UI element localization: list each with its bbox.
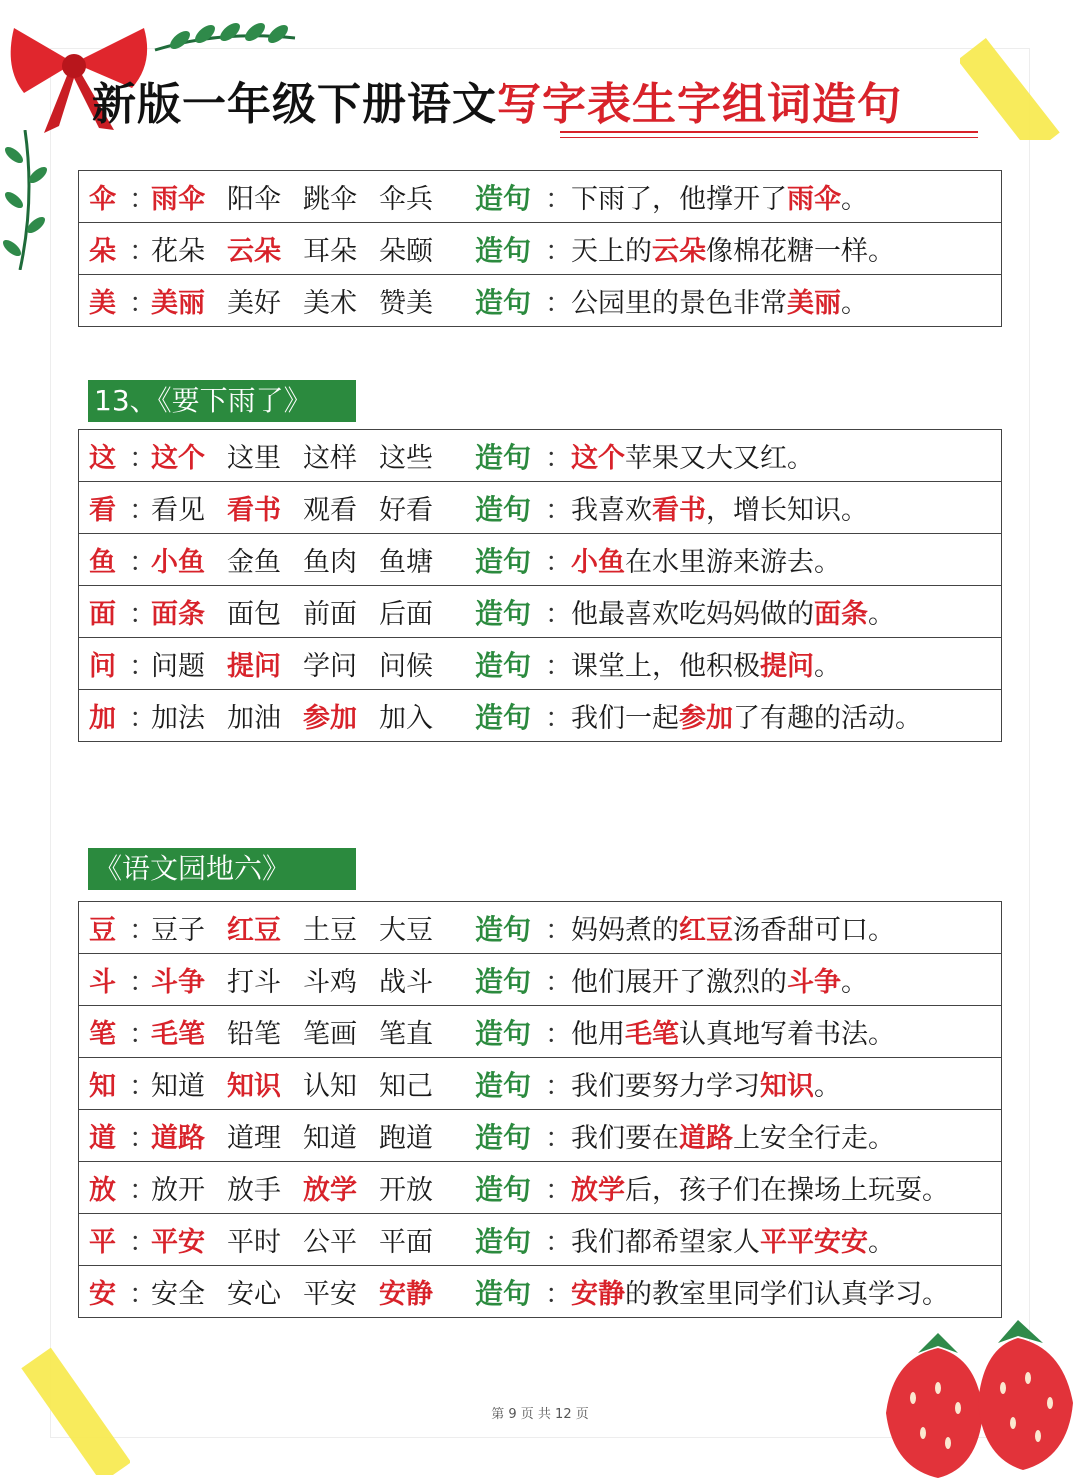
zaoju-label: 造句	[475, 700, 532, 734]
vocab-row	[79, 1266, 1002, 1318]
colon: ：	[545, 1279, 572, 1310]
sentence-highlight: 小鱼	[571, 547, 625, 578]
sentence-text: 。	[841, 288, 868, 319]
vocab-row	[79, 954, 1002, 1006]
colon: ：	[545, 1071, 572, 1102]
colon: ：	[545, 184, 572, 215]
sentence-highlight: 安静	[571, 1279, 625, 1310]
colon: ：	[129, 703, 156, 734]
colon: ：	[129, 547, 156, 578]
sentence-highlight: 放学	[571, 1175, 625, 1206]
page-footer: 第 9 页 共 12 页	[491, 1407, 589, 1422]
colon: ：	[129, 1071, 156, 1102]
example-sentence	[571, 1272, 949, 1311]
zaoju-label: 造句	[475, 1172, 532, 1206]
sentence-highlight: 面条	[814, 599, 868, 630]
sentence-highlight: 道路	[679, 1123, 733, 1154]
vocab-word: 问候	[379, 651, 433, 682]
vocab-word: 跳伞	[303, 184, 357, 215]
colon: ：	[129, 1019, 156, 1050]
vocab-word: 豆子	[151, 915, 205, 946]
title-black-part: 新版一年级下册语文	[92, 79, 497, 130]
example-sentence	[571, 1064, 841, 1103]
vocab-char: 朵	[89, 236, 116, 267]
vocab-cell	[79, 1266, 1002, 1318]
colon: ：	[129, 443, 156, 474]
sentence-text: 我们一起	[571, 703, 679, 734]
colon: ：	[545, 915, 572, 946]
example-sentence	[571, 696, 922, 735]
sentence-highlight: 参加	[679, 703, 733, 734]
vocab-char: 这	[89, 443, 116, 474]
vocab-cell	[79, 902, 1002, 954]
sentence-highlight: 毛笔	[625, 1019, 679, 1050]
example-sentence	[571, 540, 841, 579]
sentence-text: 后，孩子们在操场上玩耍。	[625, 1175, 949, 1206]
sentence-highlight: 这个	[571, 443, 625, 474]
vocab-word: 伞兵	[379, 184, 433, 215]
sentence-highlight: 雨伞	[787, 184, 841, 215]
vocab-cell	[79, 954, 1002, 1006]
example-sentence	[571, 1012, 895, 1051]
vocab-word: 面条	[151, 599, 205, 630]
vocab-word: 安静	[379, 1279, 433, 1310]
vocab-cell	[79, 275, 1002, 327]
colon: ：	[129, 1123, 156, 1154]
colon: ：	[129, 1175, 156, 1206]
example-sentence	[571, 436, 814, 475]
zaoju-label: 造句	[475, 440, 532, 474]
zaoju-label: 造句	[475, 181, 532, 215]
vocab-cell	[79, 1058, 1002, 1110]
colon: ：	[129, 184, 156, 215]
vocab-word: 好看	[379, 495, 433, 526]
vocab-word: 铅笔	[227, 1019, 281, 1050]
holly-branch-icon	[150, 10, 300, 60]
colon: ：	[545, 443, 572, 474]
sentence-text: 他最喜欢吃妈妈做的	[571, 599, 814, 630]
vocab-row	[79, 1110, 1002, 1162]
colon: ：	[545, 288, 572, 319]
vine-leaves-icon	[0, 130, 50, 270]
vocab-char: 问	[89, 651, 116, 682]
sentence-text: 汤香甜可口。	[733, 915, 895, 946]
vocab-char: 豆	[89, 915, 116, 946]
colon: ：	[545, 1123, 572, 1154]
example-sentence	[571, 592, 895, 631]
vocab-word: 看见	[151, 495, 205, 526]
vocab-word: 平时	[227, 1227, 281, 1258]
vocab-char: 斗	[89, 967, 116, 998]
vocab-char: 放	[89, 1175, 116, 1206]
vocab-word: 雨伞	[151, 184, 205, 215]
vocab-word: 斗鸡	[303, 967, 357, 998]
vocab-word: 鱼肉	[303, 547, 357, 578]
sentence-text: 。	[868, 599, 895, 630]
vocab-word: 打斗	[227, 967, 281, 998]
vocab-word: 这些	[379, 443, 433, 474]
vocab-char: 安	[89, 1279, 116, 1310]
vocab-cell	[79, 430, 1002, 482]
example-sentence	[571, 1220, 895, 1259]
colon: ：	[545, 1019, 572, 1050]
title-red-part: 写字表生字组词造句	[497, 79, 902, 130]
title-underline	[560, 131, 978, 138]
vocab-word: 平面	[379, 1227, 433, 1258]
sentence-text: 他们展开了激烈的	[571, 967, 787, 998]
vocab-row	[79, 1058, 1002, 1110]
vocab-word: 知道	[151, 1071, 205, 1102]
vocab-cell	[79, 1110, 1002, 1162]
vocab-word: 鱼塘	[379, 547, 433, 578]
vocab-word: 大豆	[379, 915, 433, 946]
sentence-text: 天上的	[571, 236, 652, 267]
vocab-word: 道路	[151, 1123, 205, 1154]
vocab-char: 知	[89, 1071, 116, 1102]
sentence-text: 他用	[571, 1019, 625, 1050]
vocab-word: 战斗	[379, 967, 433, 998]
vocab-char: 平	[89, 1227, 116, 1258]
vocab-word: 这样	[303, 443, 357, 474]
vocab-table-3	[78, 901, 1002, 1318]
vocab-word: 学问	[303, 651, 357, 682]
vocab-char: 笔	[89, 1019, 116, 1050]
vocab-word: 参加	[303, 703, 357, 734]
vocab-table-2	[78, 429, 1002, 742]
sentence-text: 苹果又大又红。	[625, 443, 814, 474]
vocab-word: 阳伞	[227, 184, 281, 215]
vocab-word: 笔直	[379, 1019, 433, 1050]
vocab-word: 土豆	[303, 915, 357, 946]
vocab-cell	[79, 1214, 1002, 1266]
vocab-word: 知识	[227, 1071, 281, 1102]
sentence-text: 在水里游来游去。	[625, 547, 841, 578]
example-sentence	[571, 488, 868, 527]
colon: ：	[545, 236, 572, 267]
zaoju-label: 造句	[475, 1016, 532, 1050]
vocab-row	[79, 275, 1002, 327]
vocab-word: 云朵	[227, 236, 281, 267]
vocab-word: 金鱼	[227, 547, 281, 578]
colon: ：	[129, 915, 156, 946]
vocab-word: 安心	[227, 1279, 281, 1310]
vocab-word: 加油	[227, 703, 281, 734]
strawberry-icon	[878, 1318, 1078, 1484]
vocab-word: 这里	[227, 443, 281, 474]
colon: ：	[129, 236, 156, 267]
sentence-text: 妈妈煮的	[571, 915, 679, 946]
vocab-word: 安全	[151, 1279, 205, 1310]
sentence-text: 认真地写着书法。	[679, 1019, 895, 1050]
colon: ：	[129, 651, 156, 682]
example-sentence	[571, 960, 868, 999]
zaoju-label: 造句	[475, 285, 532, 319]
sentence-text: 公园里的景色非常	[571, 288, 787, 319]
sentence-text: 我们都希望家人	[571, 1227, 760, 1258]
vocab-word: 知己	[379, 1071, 433, 1102]
zaoju-label: 造句	[475, 492, 532, 526]
vocab-cell	[79, 1162, 1002, 1214]
sentence-text: 像棉花糖一样。	[706, 236, 895, 267]
yellow-tape-icon	[960, 30, 1070, 140]
vocab-word: 面包	[227, 599, 281, 630]
vocab-word: 朵颐	[379, 236, 433, 267]
vocab-cell	[79, 586, 1002, 638]
vocab-char: 道	[89, 1123, 116, 1154]
vocab-table-1	[78, 170, 1002, 327]
colon: ：	[545, 547, 572, 578]
sentence-text: 的教室里同学们认真学习。	[625, 1279, 949, 1310]
vocab-word: 这个	[151, 443, 205, 474]
vocab-row	[79, 638, 1002, 690]
colon: ：	[545, 967, 572, 998]
vocab-cell	[79, 171, 1002, 223]
zaoju-label: 造句	[475, 1224, 532, 1258]
sentence-text: 。	[841, 967, 868, 998]
example-sentence	[571, 644, 841, 683]
vocab-char: 加	[89, 703, 116, 734]
example-sentence	[571, 281, 868, 320]
sentence-highlight: 知识	[760, 1071, 814, 1102]
vocab-word: 道理	[227, 1123, 281, 1154]
vocab-word: 放手	[227, 1175, 281, 1206]
colon: ：	[129, 1279, 156, 1310]
vocab-word: 美丽	[151, 288, 205, 319]
vocab-row	[79, 430, 1002, 482]
vocab-row	[79, 482, 1002, 534]
vocab-word: 笔画	[303, 1019, 357, 1050]
colon: ：	[545, 495, 572, 526]
vocab-word: 公平	[303, 1227, 357, 1258]
colon: ：	[545, 651, 572, 682]
vocab-word: 看书	[227, 495, 281, 526]
colon: ：	[129, 1227, 156, 1258]
vocab-word: 后面	[379, 599, 433, 630]
vocab-row	[79, 1162, 1002, 1214]
vocab-row	[79, 586, 1002, 638]
sentence-highlight: 红豆	[679, 915, 733, 946]
vocab-word: 毛笔	[151, 1019, 205, 1050]
sentence-text: 上安全行走。	[733, 1123, 895, 1154]
zaoju-label: 造句	[475, 233, 532, 267]
colon: ：	[129, 599, 156, 630]
sentence-text: 我们要在	[571, 1123, 679, 1154]
vocab-word: 开放	[379, 1175, 433, 1206]
vocab-word: 认知	[303, 1071, 357, 1102]
vocab-cell	[79, 482, 1002, 534]
colon: ：	[545, 1175, 572, 1206]
vocab-word: 花朵	[151, 236, 205, 267]
sentence-highlight: 斗争	[787, 967, 841, 998]
vocab-char: 鱼	[89, 547, 116, 578]
colon: ：	[545, 1227, 572, 1258]
vocab-word: 加法	[151, 703, 205, 734]
example-sentence	[571, 1168, 949, 1207]
vocab-char: 美	[89, 288, 116, 319]
vocab-char: 伞	[89, 184, 116, 215]
vocab-cell	[79, 223, 1002, 275]
vocab-word: 小鱼	[151, 547, 205, 578]
zaoju-label: 造句	[475, 912, 532, 946]
vocab-cell	[79, 534, 1002, 586]
vocab-word: 美好	[227, 288, 281, 319]
colon: ：	[129, 495, 156, 526]
vocab-word: 知道	[303, 1123, 357, 1154]
colon: ：	[545, 703, 572, 734]
sentence-text: 我喜欢	[571, 495, 652, 526]
vocab-row	[79, 690, 1002, 742]
zaoju-label: 造句	[475, 1068, 532, 1102]
sentence-text: 。	[814, 651, 841, 682]
vocab-char: 看	[89, 495, 116, 526]
vocab-row	[79, 1214, 1002, 1266]
zaoju-label: 造句	[475, 596, 532, 630]
colon: ：	[545, 599, 572, 630]
page-title	[92, 72, 902, 138]
vocab-word: 耳朵	[303, 236, 357, 267]
sentence-text: 下雨了，他撑开了	[571, 184, 787, 215]
sentence-text: 。	[814, 1071, 841, 1102]
vocab-word: 跑道	[379, 1123, 433, 1154]
vocab-cell	[79, 690, 1002, 742]
vocab-word: 平安	[303, 1279, 357, 1310]
vocab-row	[79, 534, 1002, 586]
vocab-word: 加入	[379, 703, 433, 734]
sentence-text: ，增长知识。	[706, 495, 868, 526]
vocab-char: 面	[89, 599, 116, 630]
zaoju-label: 造句	[475, 1120, 532, 1154]
vocab-row	[79, 223, 1002, 275]
vocab-word: 美术	[303, 288, 357, 319]
vocab-row	[79, 1006, 1002, 1058]
vocab-word: 红豆	[227, 915, 281, 946]
vocab-word: 问题	[151, 651, 205, 682]
example-sentence	[571, 908, 895, 947]
colon: ：	[129, 967, 156, 998]
sentence-highlight: 提问	[760, 651, 814, 682]
zaoju-label: 造句	[475, 1276, 532, 1310]
sentence-text: 。	[841, 184, 868, 215]
example-sentence	[571, 229, 895, 268]
zaoju-label: 造句	[475, 964, 532, 998]
vocab-word: 放学	[303, 1175, 357, 1206]
sentence-highlight: 看书	[652, 495, 706, 526]
vocab-word: 赞美	[379, 288, 433, 319]
vocab-word: 提问	[227, 651, 281, 682]
zaoju-label: 造句	[475, 648, 532, 682]
vocab-word: 斗争	[151, 967, 205, 998]
section-banner-13: 13、《要下雨了》	[88, 380, 356, 422]
sentence-text: 课堂上，他积极	[571, 651, 760, 682]
example-sentence	[571, 1116, 895, 1155]
vocab-row	[79, 171, 1002, 223]
sentence-highlight: 云朵	[652, 236, 706, 267]
sentence-highlight: 美丽	[787, 288, 841, 319]
example-sentence	[571, 177, 868, 216]
zaoju-label: 造句	[475, 544, 532, 578]
colon: ：	[129, 288, 156, 319]
vocab-word: 观看	[303, 495, 357, 526]
vocab-row	[79, 902, 1002, 954]
section-banner-yuwen-yuandi-6: 《语文园地六》	[88, 848, 356, 890]
sentence-text: 了有趣的活动。	[733, 703, 922, 734]
sentence-text: 。	[868, 1227, 895, 1258]
vocab-cell	[79, 1006, 1002, 1058]
vocab-word: 放开	[151, 1175, 205, 1206]
vocab-cell	[79, 638, 1002, 690]
sentence-text: 我们要努力学习	[571, 1071, 760, 1102]
vocab-word: 前面	[303, 599, 357, 630]
vocab-word: 平安	[151, 1227, 205, 1258]
sentence-highlight: 平平安安	[760, 1227, 868, 1258]
